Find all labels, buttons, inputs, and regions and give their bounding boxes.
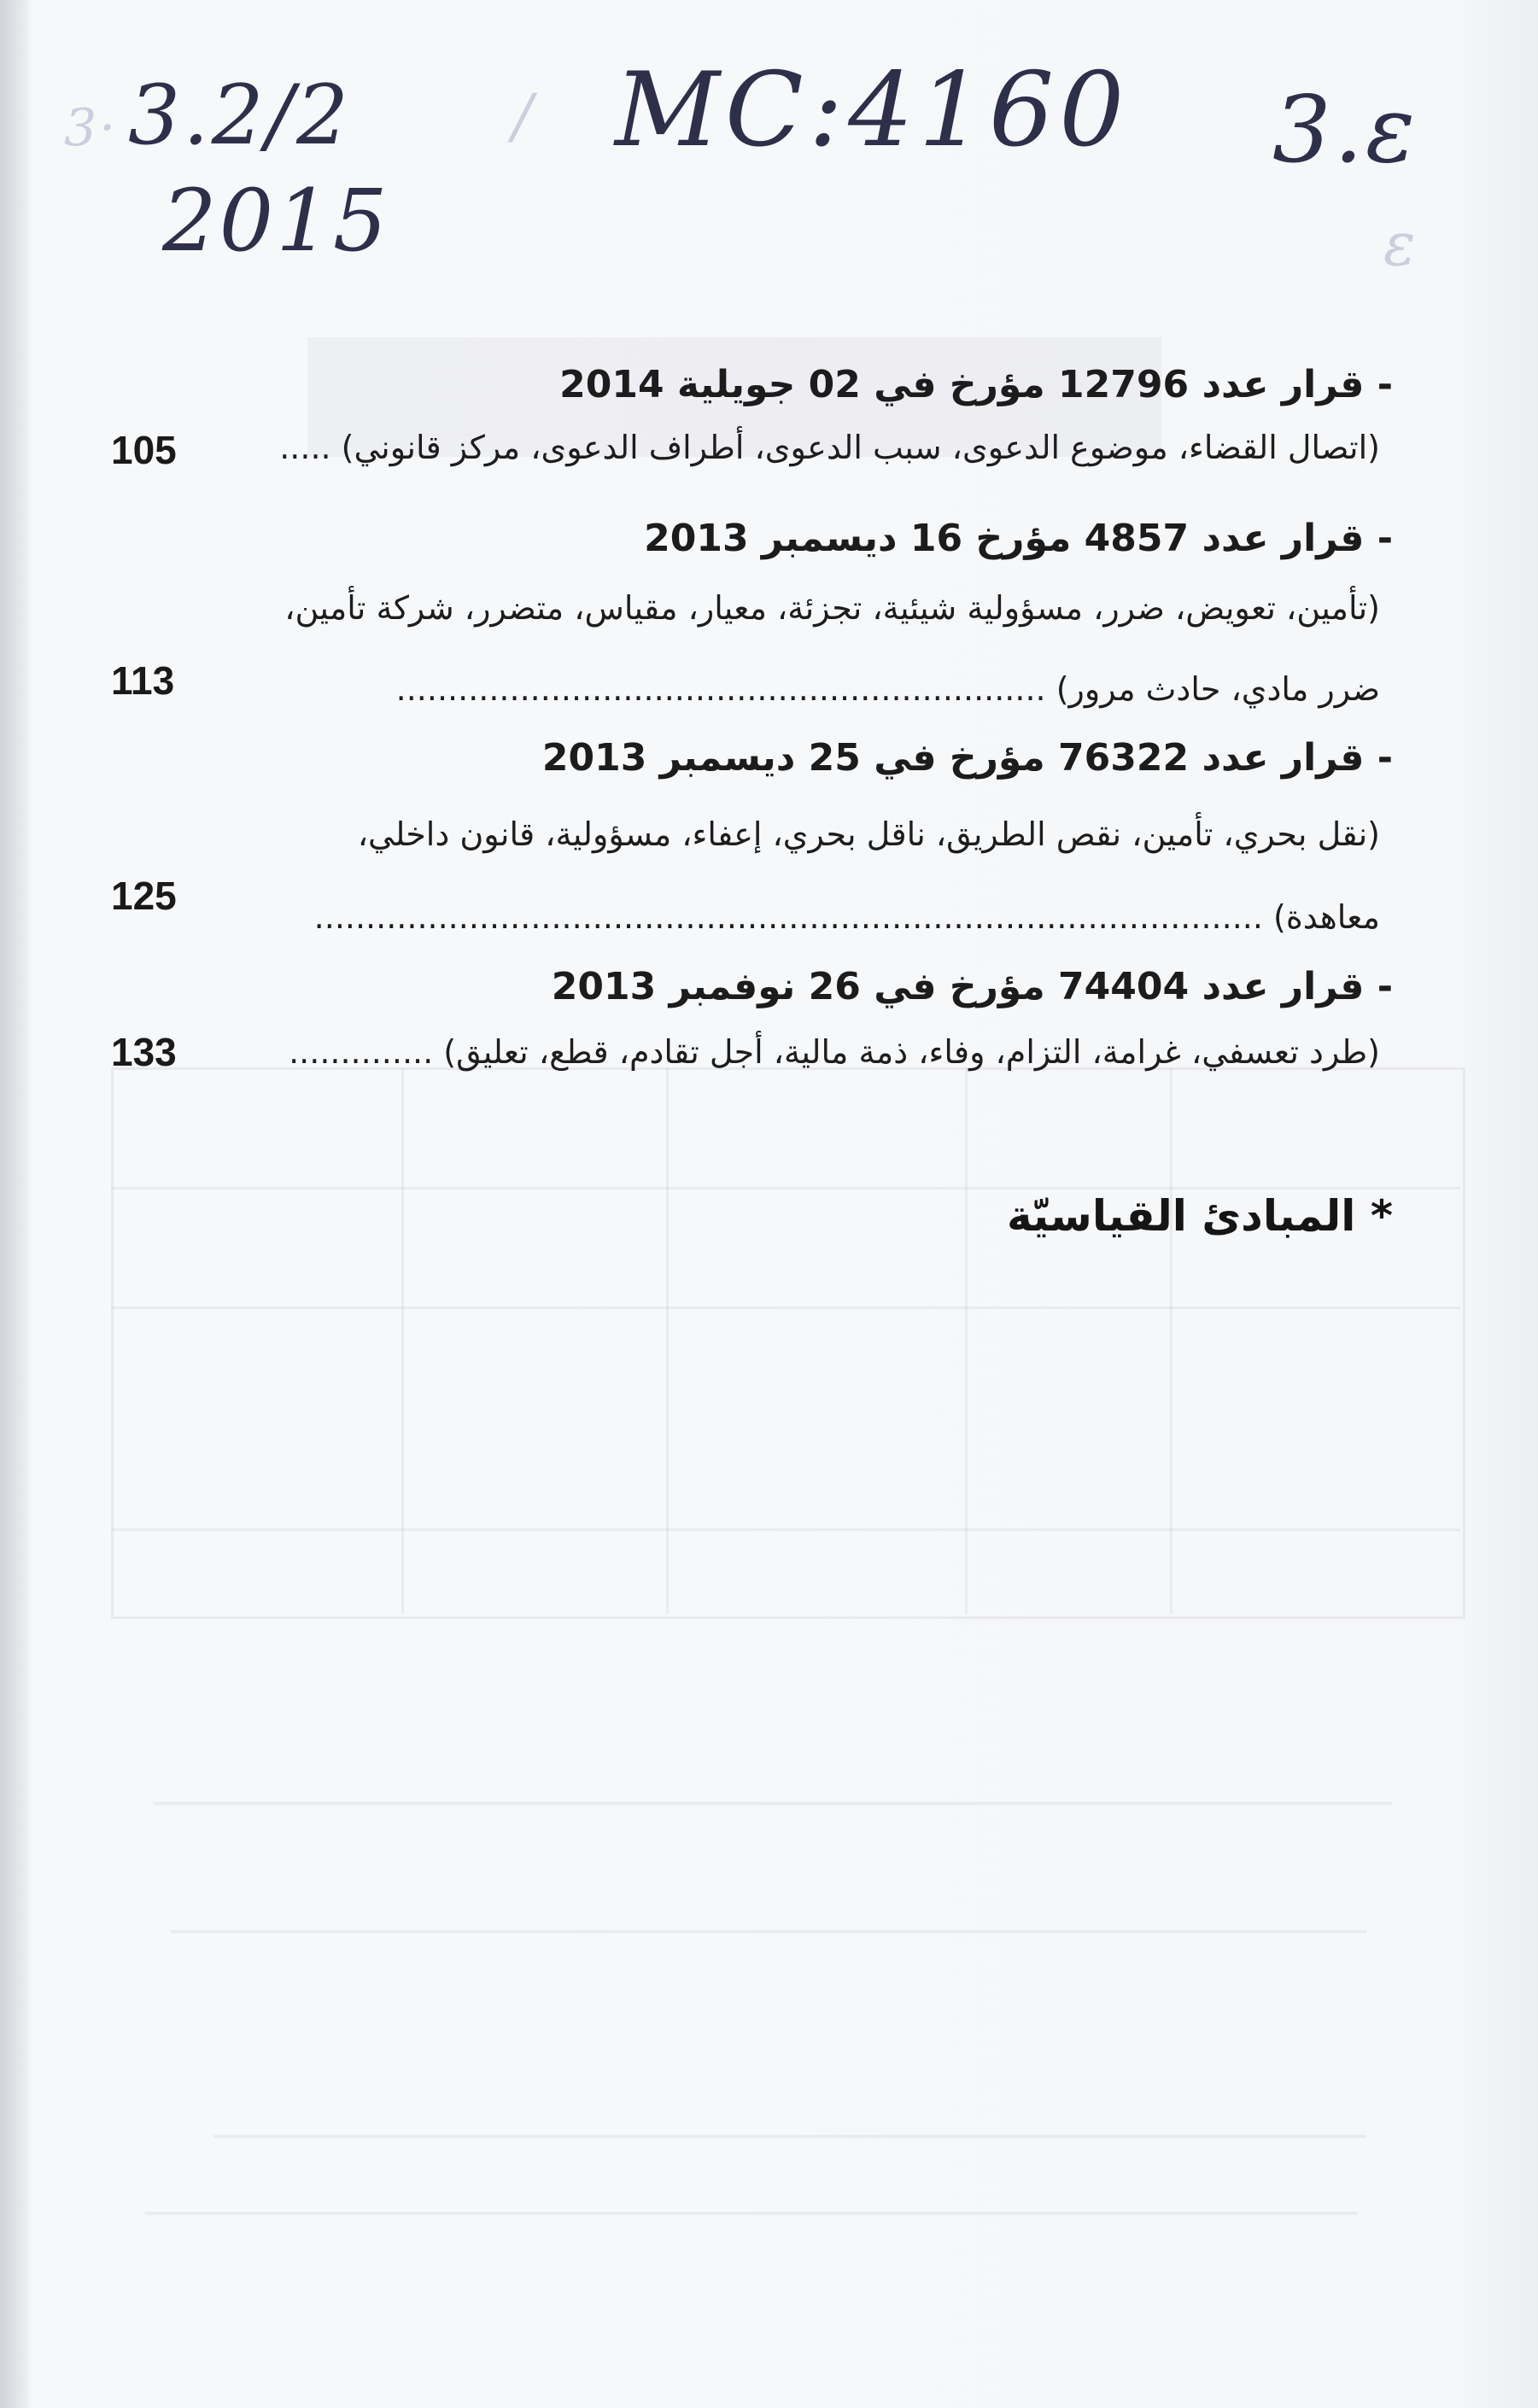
bleed-through-rule (401, 1067, 404, 1614)
decision-title: - قرار عدد 12796 مؤرخ في 02 جويلية 2014 (559, 363, 1393, 406)
decision-keywords: (طرد تعسفي، غرامة، التزام، وفاء، ذمة مالية، أجل تقادم، قطع، تعليق) .............. (289, 1033, 1380, 1071)
page-number: 125 (111, 874, 177, 918)
page-number: 133 (111, 1030, 177, 1074)
decision-keywords: معاهدة) ............................................................................................ (313, 898, 1380, 936)
bleed-through-rule (1170, 1067, 1173, 1614)
handwritten-code-top-left: 3.2/2 (128, 67, 352, 163)
handwritten-year: 2015 (162, 171, 390, 271)
page-number: 105 (111, 428, 177, 472)
handwriting-ghost: 3· (64, 98, 119, 158)
handwritten-code-center: MC:4160 (615, 51, 1130, 170)
bleed-through-rule (171, 1930, 1366, 1933)
decision-keywords: ضرر مادي، حادث مرور) ............................................................... (395, 670, 1380, 708)
page-binding-edge (0, 0, 29, 2408)
bleed-through-rule (965, 1067, 968, 1614)
decision-keywords: (اتصال القضاء، موضوع الدعوى، سبب الدعوى، أطراف الدعوى، مركز قانوني) ..... (279, 429, 1380, 466)
decision-title: - قرار عدد 4857 مؤرخ 16 ديسمبر 2013 (644, 517, 1393, 560)
handwriting-ghost: / (512, 81, 535, 151)
bleed-through-rule (111, 1187, 1460, 1189)
bleed-through-rule (213, 2135, 1366, 2138)
bleed-through-rule (111, 1306, 1460, 1309)
bleed-through-rule (154, 1802, 1392, 1805)
handwritten-code-top-right: 3.ε (1272, 77, 1418, 184)
decision-keywords: (نقل بحري، تأمين، نقص الطريق، ناقل بحري، إعفاء، مسؤولية، قانون داخلي، (357, 815, 1380, 853)
decision-title: - قرار عدد 74404 مؤرخ في 26 نوفمبر 2013 (551, 965, 1393, 1008)
decision-keywords: (تأمين، تعويض، ضرر، مسؤولية شيئية، تجزئة، معيار، مقياس، متضرر، شركة تأمين، (284, 589, 1380, 627)
bleed-through-table (111, 1067, 1465, 1619)
page-number: 113 (111, 658, 175, 703)
section-heading: * المبادئ القياسيّة (1006, 1191, 1393, 1241)
bleed-through-rule (666, 1067, 669, 1614)
handwriting-ghost: ε (1383, 209, 1418, 279)
decision-title: - قرار عدد 76322 مؤرخ في 25 ديسمبر 2013 (541, 736, 1393, 780)
bleed-through-rule (111, 1528, 1460, 1531)
bleed-through-rule (145, 2212, 1358, 2215)
